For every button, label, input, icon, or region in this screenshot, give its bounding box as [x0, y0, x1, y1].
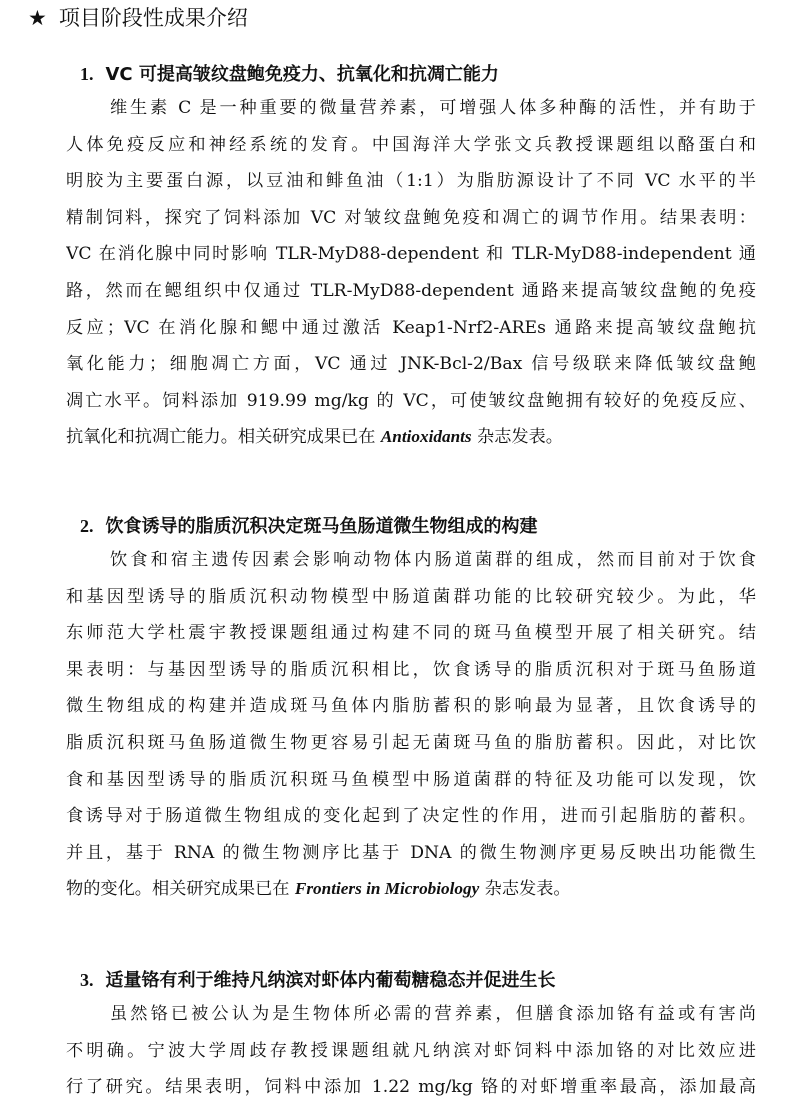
star-icon: ★ [28, 6, 47, 30]
section-1-title: 1. VC 可提高皱纹盘鲍免疫力、抗氧化和抗凋亡能力 [80, 64, 499, 85]
body-line: 反应；VC 在消化腺和鳃中通过激活 Keap1-Nrf2-AREs 通路来提高皱纹盘鲍抗 [66, 317, 756, 338]
body-line: 饮食和宿主遗传因素会影响动物体内肠道菌群的组成，然而目前对于饮食 [110, 550, 756, 570]
body-line: 果表明：与基因型诱导的脂质沉积相比，饮食诱导的脂质沉积对于斑马鱼肠道 [66, 659, 756, 680]
section-3-title: 3. 适量铬有利于维持凡纳滨对虾体内葡萄糖稳态并促进生长 [80, 970, 556, 991]
body-line: 食诱导对于肠道微生物组成的变化起到了决定性的作用，进而引起脂肪的蓄积。 [66, 806, 756, 827]
body-line: VC 在消化腺中同时影响 TLR-MyD88-dependent 和 TLR-MyD88-independent 通 [66, 244, 756, 265]
body-line: 东师范大学杜震宇教授课题组通过构建不同的斑马鱼模型开展了相关研究。结 [66, 623, 756, 644]
body-line-last: 抗氧化和抗凋亡能力。相关研究成果已在 Antioxidants 杂志发表。 [66, 427, 563, 448]
body-line: 和基因型诱导的脂质沉积动物模型中肠道菌群功能的比较研究较少。为此，华 [66, 586, 756, 607]
journal-name: Antioxidants [380, 427, 472, 447]
section-2-body [66, 542, 756, 908]
body-line: 维生素 C 是一种重要的微量营养素，可增强人体多种酶的活性，并有助于 [110, 98, 756, 118]
page-heading [28, 4, 248, 32]
body-line: 脂质沉积斑马鱼肠道微生物更容易引起无菌斑马鱼的脂肪蓄积。因此，对比饮 [66, 732, 756, 753]
journal-name: Frontiers in Microbiology [294, 879, 480, 899]
body-line: 明胶为主要蛋白源，以豆油和鲱鱼油（1:1）为脂肪源设计了不同 VC 水平的半 [66, 171, 756, 192]
body-line: 微生物组成的构建并造成斑马鱼体内脂肪蓄积的影响最为显著，且饮食诱导的 [66, 696, 756, 717]
body-line: 行了研究。结果表明，饲料中添加 1.22 mg/kg 铬的对虾增重率最高，添加最高 [66, 1077, 756, 1098]
body-line: 人体免疫反应和神经系统的发育。中国海洋大学张文兵教授课题组以酪蛋白和 [66, 134, 756, 155]
body-line: 凋亡水平。饲料添加 919.99 mg/kg 的 VC，可使皱纹盘鲍拥有较好的免疫反应、 [66, 390, 756, 411]
section-1-body [66, 90, 756, 456]
section-2-title: 2. 饮食诱导的脂质沉积决定斑马鱼肠道微生物组成的构建 [80, 516, 538, 537]
heading-text: 项目阶段性成果介绍 [58, 6, 248, 30]
body-line: 食和基因型诱导的脂质沉积斑马鱼模型中肠道菌群的特征及功能可以发现，饮 [66, 769, 756, 790]
section-3-body [66, 996, 756, 1106]
body-line: 路，然而在鳃组织中仅通过 TLR-MyD88-dependent 通路来提高皱纹盘鲍的免疫 [66, 280, 756, 301]
body-line: 并且，基于 RNA 的微生物测序比基于 DNA 的微生物测序更易反映出功能微生 [66, 842, 756, 863]
body-line: 不明确。宁波大学周歧存教授课题组就凡纳滨对虾饲料中添加铬的对比效应进 [66, 1040, 756, 1061]
body-line: 氧化能力；细胞凋亡方面，VC 通过 JNK-Bcl-2/Bax 信号级联来降低皱纹盘鲍 [66, 354, 756, 375]
body-line: 精制饲料，探究了饲料添加 VC 对皱纹盘鲍免疫和凋亡的调节作用。结果表明： [66, 207, 756, 228]
body-line: 虽然铬已被公认为是生物体所必需的营养素，但膳食添加铬有益或有害尚 [110, 1004, 756, 1024]
body-line-last: 物的变化。相关研究成果已在 Frontiers in Microbiology 杂志发表。 [66, 879, 571, 900]
